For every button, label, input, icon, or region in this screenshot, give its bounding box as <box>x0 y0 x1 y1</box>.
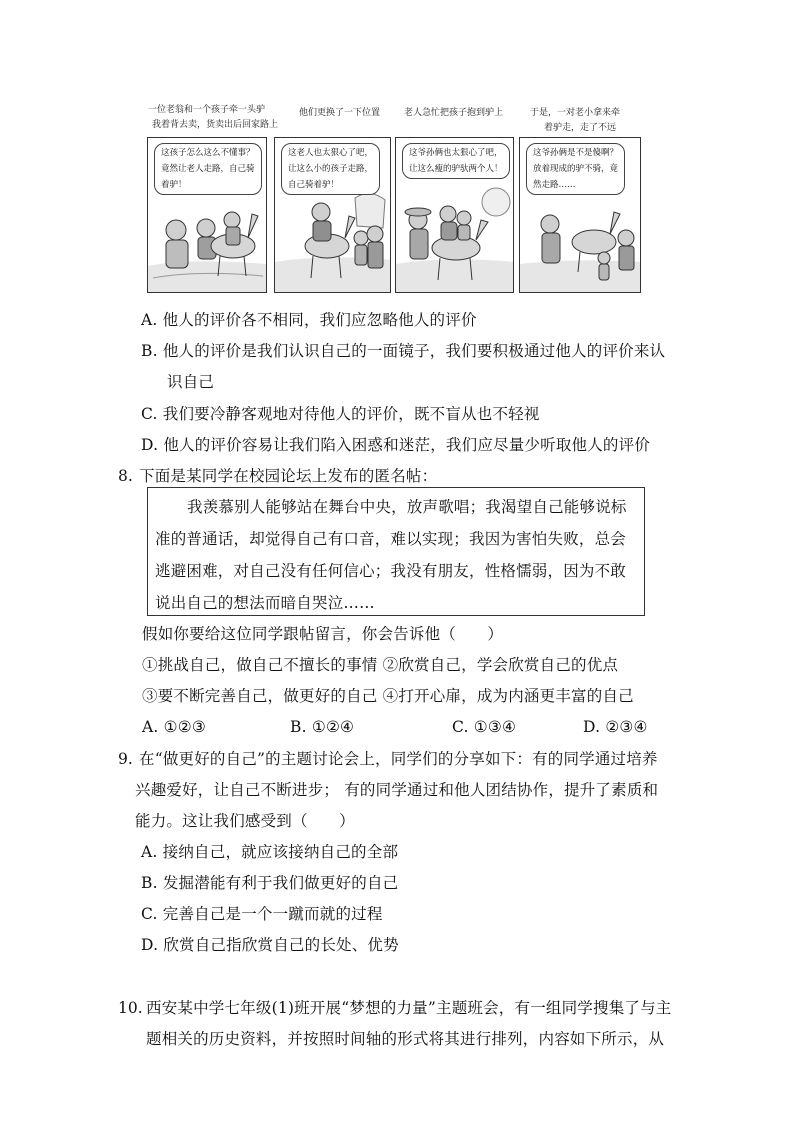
comic-panel-3 <box>395 137 514 293</box>
q7-option-b: B. 他人的评价是我们认识自己的一面镜子，我们要积极通过他人的评价来认 <box>141 342 666 360</box>
q7-option-a: A. 他人的评价各不相同，我们应忽略他人的评价 <box>141 311 477 329</box>
q9-option-c: C. 完善自己是一个一蹴而就的过程 <box>141 905 383 923</box>
q8-number: 8. <box>118 467 133 485</box>
q8-stem: 下面是某同学在校园论坛上发布的匿名帖： <box>139 467 438 485</box>
comic-panel-4 <box>519 137 641 293</box>
q7-option-d: D. 他人的评价容易让我们陷入困惑和迷茫，我们应尽量少听取他人的评价 <box>141 436 651 454</box>
q9-stem-line-3: 能力。这让我们感受到（ ） <box>135 812 355 830</box>
q8-choice-d: D. ②③④ <box>583 718 648 736</box>
comic-caption-4: 于是，一对老小拿来牵 着驴走，走了不远 <box>530 108 621 133</box>
q8-choice-c: C. ①③④ <box>452 718 517 736</box>
q7-option-b-cont: 识自己 <box>167 373 215 391</box>
comic-panel-1 <box>147 137 267 293</box>
q9-option-b: B. 发掘潜能有利于我们做更好的自己 <box>141 874 399 892</box>
post-line-3: 逃避困难，对自己没有任何信心；我没有朋友，性格懦弱，因为不敢 <box>155 562 627 580</box>
post-line-4: 说出自己的想法而暗自哭泣…… <box>155 594 375 612</box>
q8-ask: 假如你要给这位同学跟帖留言，你会告诉他（ ） <box>142 625 504 643</box>
q9-number: 9. <box>118 750 133 768</box>
q8-options-row-1: ①挑战自己，做自己不擅长的事情 ②欣赏自己，学会欣赏自己的优点 <box>142 656 619 674</box>
q8-choice-b: B. ①②④ <box>290 718 355 736</box>
post-line-2: 准的普通话，却觉得自己有口音，难以实现；我因为害怕失败，总会 <box>155 530 627 548</box>
speech-bubble-1: 这孩子怎么这么不懂事？ 竟然让老人走路，自己骑 着驴！ <box>154 143 262 195</box>
speech-bubble-2: 这老人也太狠心了吧， 让这么小的孩子走路， 自己骑着驴！ <box>281 143 380 195</box>
comic-caption-3: 老人急忙把孩子抱到驴上 <box>404 108 504 118</box>
q10-stem-line-1: 西安某中学七年级(1)班开展“梦想的力量”主题班会，有一组同学搜集了与主 <box>146 999 672 1017</box>
speech-bubble-4: 这爷孙俩是不是傻啊？ 放着现成的驴不骑，竟 然走路…… <box>526 143 625 195</box>
q9-stem-line-1: 在“做更好的自己”的主题讨论会上，同学们的分享如下：有的同学通过培养 <box>139 750 658 768</box>
q8-choice-a: A. ①②③ <box>142 718 206 736</box>
comic-caption-1: 一位老翁和一个孩子牵一头驴 我着背去卖，货卖出后回家路上 <box>148 105 279 130</box>
q10-stem-line-2: 题相关的历史资料，并按照时间轴的形式将其进行排列，内容如下所示，从 <box>146 1030 665 1048</box>
q7-option-c: C. 我们要冷静客观地对待他人的评价，既不盲从也不轻视 <box>141 405 540 423</box>
post-line-1: 我羡慕别人能够站在舞台中央，放声歌唱；我渴望自己能够说标 <box>187 498 627 516</box>
q8-options-row-2: ③要不断完善自己，做更好的自己 ④打开心扉，成为内涵更丰富的自己 <box>142 687 634 705</box>
comic-panel-2 <box>274 137 391 293</box>
q10-number: 10. <box>118 999 143 1017</box>
q9-stem-line-2: 兴趣爱好，让自己不断进步； 有的同学通过和他人团结协作，提升了素质和 <box>135 781 659 799</box>
q9-option-d: D. 欣赏自己指欣赏自己的长处、优势 <box>141 936 399 954</box>
q9-option-a: A. 接纳自己，就应该接纳自己的全部 <box>141 843 399 861</box>
comic-caption-2: 他们更换了一下位置 <box>299 108 381 118</box>
speech-bubble-3: 这爷孙俩也太狠心了吧， 让这么瘦的驴驮两个人！ <box>402 143 510 179</box>
